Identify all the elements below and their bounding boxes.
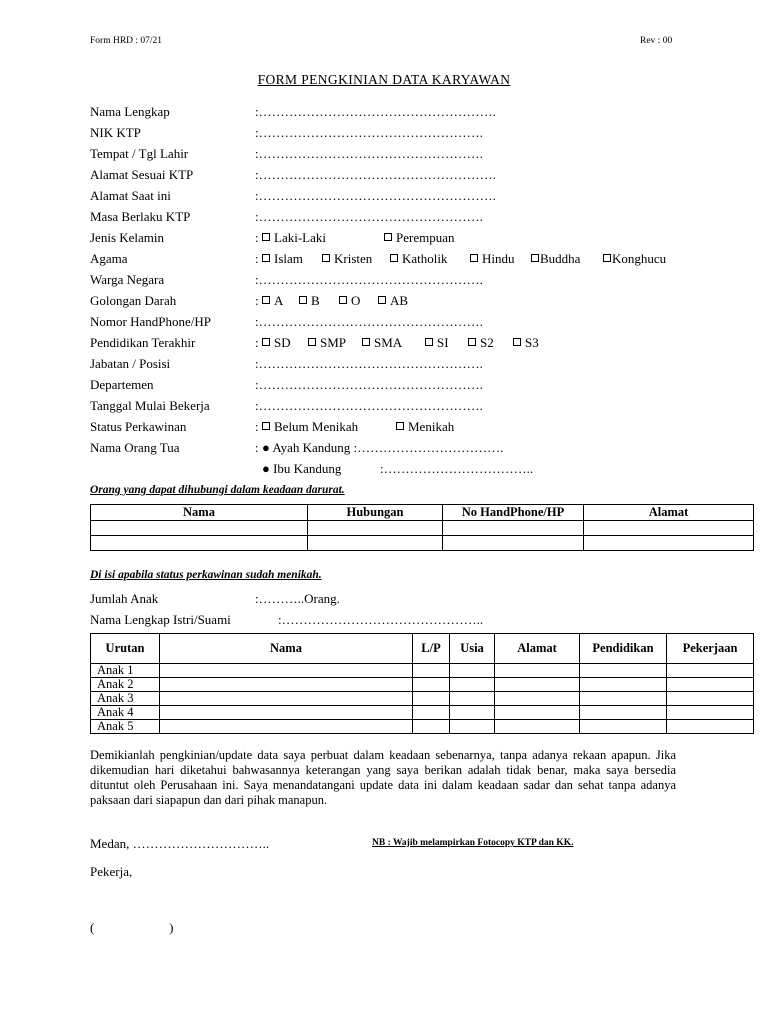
emergency-table xyxy=(90,504,754,551)
table-cell[interactable] xyxy=(580,664,667,678)
field-label: Status Perkawinan xyxy=(90,419,187,434)
form-code: Form HRD : 07/21 xyxy=(90,36,163,46)
checkbox-icon[interactable] xyxy=(262,254,270,262)
checkbox-icon[interactable] xyxy=(470,254,478,262)
option-smp[interactable] xyxy=(308,335,346,351)
option-konghucu[interactable] xyxy=(603,251,666,267)
col-header: Urutan xyxy=(91,634,160,664)
col-header: Nama xyxy=(91,505,308,521)
checkbox-icon[interactable] xyxy=(299,296,307,304)
option-si[interactable] xyxy=(425,335,449,351)
revision-label: Rev : 00 xyxy=(640,36,673,46)
checkbox-icon[interactable] xyxy=(513,338,521,346)
table-cell[interactable] xyxy=(584,536,754,551)
mother-label: ● Ibu Kandung xyxy=(262,461,342,476)
option-label: SMP xyxy=(320,335,347,350)
table-cell[interactable] xyxy=(580,706,667,720)
checkbox-icon[interactable] xyxy=(262,296,270,304)
col-header: Hubungan xyxy=(308,505,443,521)
col-header: Usia xyxy=(450,634,495,664)
field-value[interactable]: :……………………………………………. xyxy=(255,125,483,140)
option-ab[interactable] xyxy=(378,293,408,309)
col-header: Pekerjaan xyxy=(667,634,754,664)
option-label: Buddha xyxy=(540,251,581,266)
table-row xyxy=(91,706,754,720)
table-cell[interactable] xyxy=(413,678,450,692)
option-label: Perempuan xyxy=(396,230,455,245)
table-cell[interactable] xyxy=(667,720,754,734)
table-cell[interactable] xyxy=(308,521,443,536)
table-cell[interactable] xyxy=(580,692,667,706)
checkbox-icon[interactable] xyxy=(425,338,433,346)
table-cell[interactable] xyxy=(160,720,413,734)
declaration-text: Demikianlah pengkinian/update data saya perbuat dalam keadaan sebenarnya, tanpa adanya rekaan apapun. Jika dikemudian hari diketahui bahwasannya keterangan yang saya berikan adalah tidak benar, maka saya bersedia dituntut oleh Perusahaan ini. Saya menandatangani update data ini dalam keadaan sadar dan sehat tanpa adanya paksaan dari siapapun dan dari pihak manapun. xyxy=(90,748,676,807)
option-s3[interactable] xyxy=(513,335,539,351)
table-cell[interactable] xyxy=(413,664,450,678)
checkbox-icon[interactable] xyxy=(308,338,316,346)
table-cell[interactable] xyxy=(450,706,495,720)
col-header: No HandPhone/HP xyxy=(443,505,584,521)
table-cell[interactable] xyxy=(667,664,754,678)
option-label: Belum Menikah xyxy=(274,419,359,434)
field-colon: : xyxy=(255,440,259,455)
checkbox-icon[interactable] xyxy=(468,338,476,346)
checkbox-icon[interactable] xyxy=(531,254,539,262)
option-b[interactable] xyxy=(299,293,320,309)
signature-line[interactable]: ( ) xyxy=(90,920,174,935)
option-kristen[interactable] xyxy=(322,251,372,267)
row-label: Anak 4 xyxy=(91,706,160,720)
field-colon: : xyxy=(255,251,259,266)
table-cell[interactable] xyxy=(443,536,584,551)
children-table xyxy=(90,633,754,734)
checkbox-icon[interactable] xyxy=(362,338,370,346)
checkbox-icon[interactable] xyxy=(390,254,398,262)
col-header: Alamat xyxy=(495,634,580,664)
table-cell[interactable] xyxy=(160,692,413,706)
field-label: Nama Orang Tua xyxy=(90,440,180,455)
table-cell[interactable] xyxy=(91,521,308,536)
field-value[interactable]: :……………………………………………. xyxy=(255,314,483,329)
col-header: Pendidikan xyxy=(580,634,667,664)
field-label: Jenis Kelamin xyxy=(90,230,165,245)
option-s2[interactable] xyxy=(468,335,494,351)
field-label: Alamat Saat ini xyxy=(90,188,171,203)
table-cell[interactable] xyxy=(160,678,413,692)
field-label: Nomor HandPhone/HP xyxy=(90,314,211,329)
col-header: L/P xyxy=(413,634,450,664)
option-label: AB xyxy=(390,293,409,308)
table-cell[interactable] xyxy=(495,692,580,706)
table-cell[interactable] xyxy=(495,678,580,692)
checkbox-icon[interactable] xyxy=(339,296,347,304)
table-cell[interactable] xyxy=(450,692,495,706)
table-cell[interactable] xyxy=(413,706,450,720)
option-label: Islam xyxy=(274,251,303,266)
field-value[interactable]: :……………………………………………. xyxy=(255,209,483,224)
attachment-note: NB : Wajib melampirkan Fotocopy KTP dan KK. xyxy=(372,838,574,848)
field-value[interactable]: :……………………………………….. xyxy=(278,612,484,627)
field-value[interactable]: :………………………………………………. xyxy=(255,167,496,182)
field-label: Tanggal Mulai Bekerja xyxy=(90,398,210,413)
checkbox-icon[interactable] xyxy=(603,254,611,262)
table-cell[interactable] xyxy=(413,720,450,734)
table-cell[interactable] xyxy=(495,720,580,734)
field-colon: : xyxy=(255,230,259,245)
row-label: Anak 3 xyxy=(91,692,160,706)
table-cell[interactable] xyxy=(580,678,667,692)
table-cell[interactable] xyxy=(667,678,754,692)
option-label: Menikah xyxy=(408,419,455,434)
field-label: Golongan Darah xyxy=(90,293,177,308)
field-label: Agama xyxy=(90,251,128,266)
field-value[interactable]: :……………………………………………. xyxy=(255,146,483,161)
option-label: S3 xyxy=(525,335,539,350)
place-date-field[interactable]: Medan, ………………………….. xyxy=(90,836,270,851)
table-cell[interactable] xyxy=(584,521,754,536)
field-label: Departemen xyxy=(90,377,154,392)
table-row xyxy=(91,720,754,734)
checkbox-icon[interactable] xyxy=(262,338,270,346)
table-cell[interactable] xyxy=(443,521,584,536)
option-a[interactable] xyxy=(262,293,283,309)
option-label: SI xyxy=(437,335,449,350)
checkbox-icon[interactable] xyxy=(322,254,330,262)
option-label: S2 xyxy=(480,335,494,350)
field-label: Jabatan / Posisi xyxy=(90,356,171,371)
table-cell[interactable] xyxy=(667,706,754,720)
checkbox-icon[interactable] xyxy=(378,296,386,304)
field-label: Nama Lengkap xyxy=(90,104,170,119)
table-cell[interactable] xyxy=(308,536,443,551)
col-header: Alamat xyxy=(584,505,754,521)
option-islam[interactable] xyxy=(262,251,303,267)
father-field[interactable]: ● Ayah Kandung :……………………………. xyxy=(262,440,504,455)
row-label: Anak 5 xyxy=(91,720,160,734)
field-label: Nama Lengkap Istri/Suami xyxy=(90,612,231,627)
table-cell[interactable] xyxy=(580,720,667,734)
option-label: A xyxy=(274,293,284,308)
page-title: FORM PENGKINIAN DATA KARYAWAN xyxy=(257,72,511,87)
option-katholik[interactable] xyxy=(390,251,448,267)
option-label: SMA xyxy=(374,335,403,350)
col-header: Nama xyxy=(160,634,413,664)
checkbox-icon[interactable] xyxy=(262,422,270,430)
field-label: Masa Berlaku KTP xyxy=(90,209,191,224)
field-label: Jumlah Anak xyxy=(90,591,159,606)
field-label: Tempat / Tgl Lahir xyxy=(90,146,189,161)
field-label: Alamat Sesuai KTP xyxy=(90,167,194,182)
option-label: SD xyxy=(274,335,291,350)
field-value[interactable]: :………..Orang. xyxy=(255,591,340,606)
field-colon: : xyxy=(255,293,259,308)
table-row xyxy=(91,692,754,706)
row-label: Anak 1 xyxy=(91,664,160,678)
signer-label: Pekerja, xyxy=(90,864,133,879)
option-label: O xyxy=(351,293,361,308)
row-label: Anak 2 xyxy=(91,678,160,692)
field-colon: : xyxy=(255,335,259,350)
table-cell[interactable] xyxy=(91,536,308,551)
field-label: Warga Negara xyxy=(90,272,165,287)
table-cell[interactable] xyxy=(495,664,580,678)
option-label: B xyxy=(311,293,320,308)
checkbox-icon[interactable] xyxy=(262,233,270,241)
field-value[interactable]: :………………………………………………. xyxy=(255,188,496,203)
field-value[interactable]: :……………………………………………. xyxy=(255,377,483,392)
field-value[interactable]: :……………………………………………. xyxy=(255,398,483,413)
table-row xyxy=(91,678,754,692)
table-cell[interactable] xyxy=(450,678,495,692)
option-buddha[interactable] xyxy=(531,251,580,267)
table-cell[interactable] xyxy=(160,706,413,720)
option-label: Hindu xyxy=(482,251,515,266)
option-belum-menikah[interactable] xyxy=(262,419,358,435)
option-laki-laki[interactable] xyxy=(262,230,326,246)
field-label: NIK KTP xyxy=(90,125,141,140)
option-label: Kristen xyxy=(334,251,373,266)
option-label: Konghucu xyxy=(612,251,667,266)
table-cell[interactable] xyxy=(667,692,754,706)
option-label: Katholik xyxy=(402,251,448,266)
option-sma[interactable] xyxy=(362,335,402,351)
field-colon: : xyxy=(255,419,259,434)
checkbox-icon[interactable] xyxy=(396,422,404,430)
option-perempuan[interactable] xyxy=(384,230,454,246)
checkbox-icon[interactable] xyxy=(384,233,392,241)
table-cell[interactable] xyxy=(160,664,413,678)
option-o[interactable] xyxy=(339,293,360,309)
table-cell[interactable] xyxy=(495,706,580,720)
table-cell[interactable] xyxy=(450,664,495,678)
table-cell[interactable] xyxy=(413,692,450,706)
field-value[interactable]: :………………………………………………. xyxy=(255,104,496,119)
option-hindu[interactable] xyxy=(470,251,515,267)
table-row xyxy=(91,536,754,551)
table-cell[interactable] xyxy=(450,720,495,734)
option-sd[interactable] xyxy=(262,335,291,351)
emergency-heading: Orang yang dapat dihubungi dalam keadaan darurat. xyxy=(90,484,345,496)
option-menikah[interactable] xyxy=(396,419,454,435)
married-heading: Di isi apabila status perkawinan sudah menikah. xyxy=(90,569,322,581)
table-row xyxy=(91,664,754,678)
option-label: Laki-Laki xyxy=(274,230,326,245)
mother-field[interactable]: :…………………………….. xyxy=(380,461,534,476)
field-value[interactable]: :……………………………………………. xyxy=(255,272,483,287)
field-value[interactable]: :……………………………………………. xyxy=(255,356,483,371)
table-row xyxy=(91,521,754,536)
field-label: Pendidikan Terakhir xyxy=(90,335,196,350)
